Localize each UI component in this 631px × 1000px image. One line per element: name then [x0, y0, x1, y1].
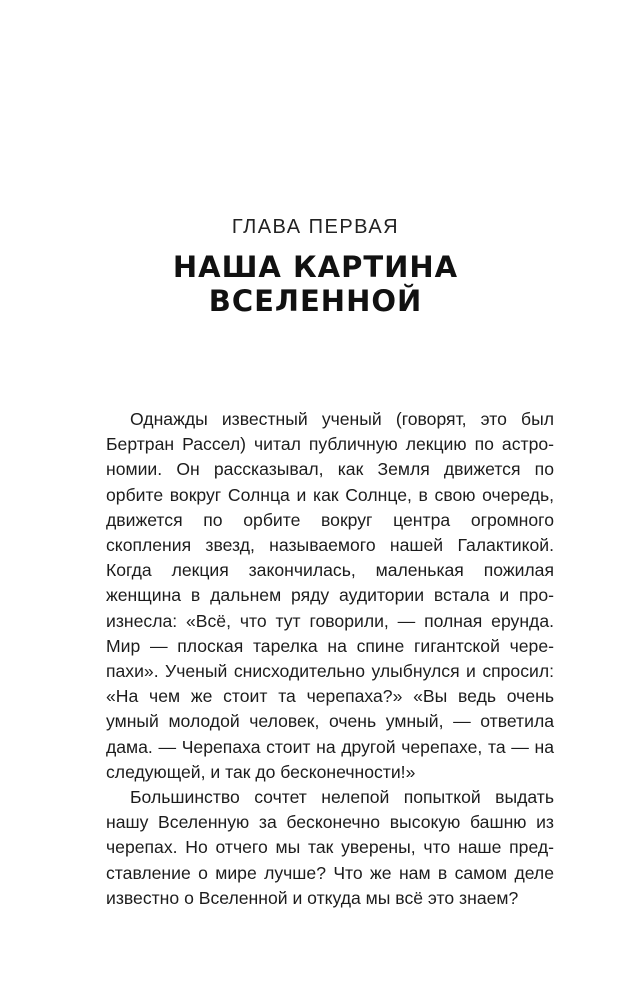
paragraph: Однажды известный ученый (говорят, это был Бертран Рассел) читал публичную лекцию по астрономии. Он рассказывал, как Земля движется по орбите вокруг Солнца и как Солнце, в свою очередь, движется по орбите вокруг центра огромного скопления звезд, называемого нашей Галактикой. Когда лекция закончилась, маленькая пожилая женщина в дальнем ряду аудитории встала и произнесла: «Всё, что тут говорили, — полная ерунда. Мир — плоская тарелка на спине гигантской черепахи». Ученый снисходительно улыбнулся и спросил: «На чем же стоит та черепаха?» «Вы ведь очень умный молодой человек, очень умный, — ответила дама. — Черепаха стоит на другой черепахе, та — на следующей, и так до бесконечности!» [106, 409, 554, 782]
body-text [106, 407, 554, 911]
chapter-title [0, 250, 631, 318]
chapter-label: ГЛАВА ПЕРВАЯ [231, 216, 400, 238]
chapter-title-line-1: НАША КАРТИНА [172, 250, 459, 284]
paragraph: Большинство сочтет нелепой попыткой выдать нашу Вселенную за бесконечно высокую башню из черепах. Но отчего мы так уверены, что наше представление о мире лучше? Что же нам в самом деле известно о Вселенной и откуда мы всё это знаем? [106, 787, 554, 908]
chapter-title-line-2: ВСЕЛЕННОЙ [208, 284, 423, 318]
